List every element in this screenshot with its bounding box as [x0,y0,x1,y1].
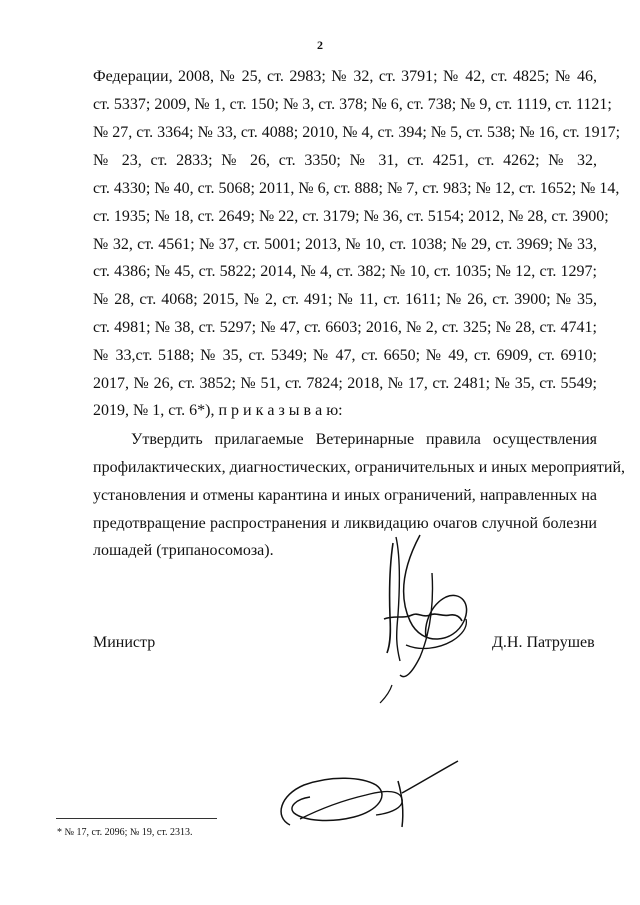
footnote-divider [56,818,217,819]
secondary-signature [270,755,470,835]
page-number: 2 [317,38,323,52]
minister-signature [360,525,480,710]
text-line: № 27, ст. 3364; № 33, ст. 4088; 2010, № 4, ст. 394; № 5, ст. 538; № 16, ст. 1917; [93,124,621,141]
text-line: 2019, № 1, ст. 6*), п р и к а з ы в а ю: [93,402,343,419]
text-line: лошадей (трипаносомоза). [93,542,274,559]
text-line: ст. 4981; № 38, ст. 5297; № 47, ст. 6603; 2016, № 2, ст. 325; № 28, ст. 4741; [93,319,597,336]
text-line: предотвращение распространения и ликвидацию очагов случной болезни [93,515,597,532]
text-line: ст. 4330; № 40, ст. 5068; 2011, № 6, ст. 888; № 7, ст. 983; № 12, ст. 1652; № 14, [93,180,620,197]
text-line: ст. 1935; № 18, ст. 2649; № 22, ст. 3179; № 36, ст. 5154; 2012, № 28, ст. 3900; [93,208,609,225]
signatory-name: Д.Н. Патрушев [492,634,595,651]
text-line: Утвердить прилагаемые Ветеринарные правила осуществления [131,431,597,448]
text-line: Федерации, 2008, № 25, ст. 2983; № 32, ст. 3791; № 42, ст. 4825; № 46, [93,68,597,85]
text-line: № 32, ст. 4561; № 37, ст. 5001; 2013, № 10, ст. 1038; № 29, ст. 3969; № 33, [93,236,597,253]
text-line: профилактических, диагностических, ограничительных и иных мероприятий, [93,459,625,476]
text-line: 2017, № 26, ст. 3852; № 51, ст. 7824; 2018, № 17, ст. 2481; № 35, ст. 5549; [93,375,597,392]
signatory-position: Министр [93,634,156,651]
text-line: установления и отмены карантина и иных ограничений, направленных на [93,487,597,504]
text-line: № 28, ст. 4068; 2015, № 2, ст. 491; № 11, ст. 1611; № 26, ст. 3900; № 35, [93,291,597,308]
text-line: № 33,ст. 5188; № 35, ст. 5349; № 47, ст. 6650; № 49, ст. 6909, ст. 6910; [93,347,597,364]
footnote: * № 17, ст. 2096; № 19, ст. 2313. [57,827,193,838]
text-line: ст. 5337; 2009, № 1, ст. 150; № 3, ст. 378; № 6, ст. 738; № 9, ст. 1119, ст. 1121; [93,96,612,113]
text-line: ст. 4386; № 45, ст. 5822; 2014, № 4, ст. 382; № 10, ст. 1035; № 12, ст. 1297; [93,263,597,280]
text-line: № 23, ст. 2833; № 26, ст. 3350; № 31, ст. 4251, ст. 4262; № 32, [93,152,597,169]
